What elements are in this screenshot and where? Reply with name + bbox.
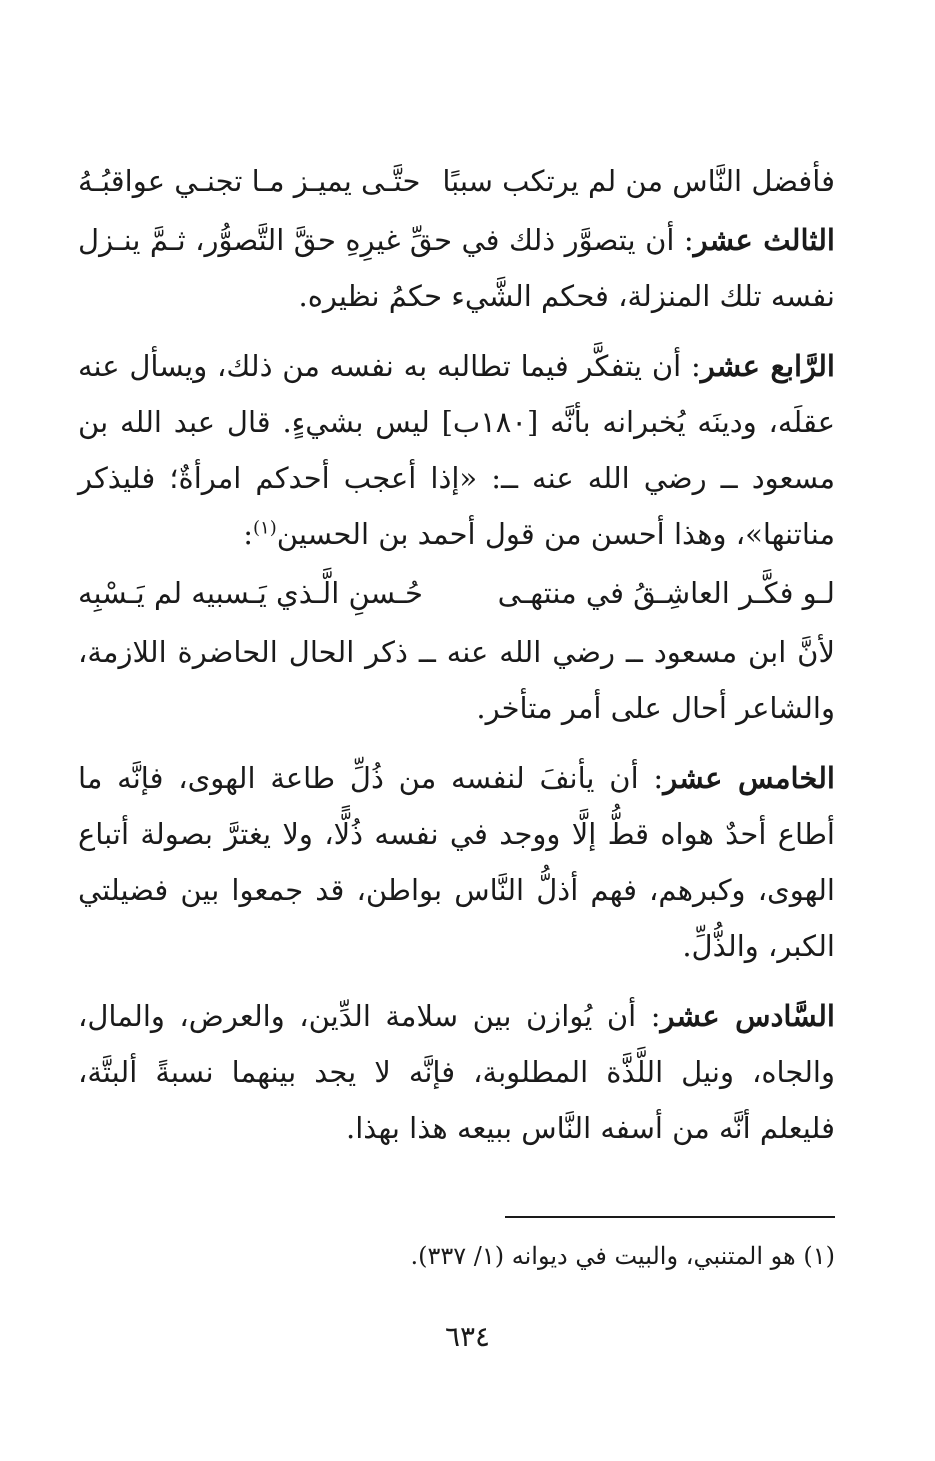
paragraph-thirteenth-text: : أن يتصوَّر ذلك في حقِّ غيرِهِ حقَّ التَّصوُّر، ثـمَّ ينـزل نفسه تلك المنزلة، فحكم الشَّيء حكمُ نظيره.	[78, 223, 835, 313]
verse-2-second-hemistich: حُـسنِ الَّـذي يَـسبيه لم يَـسْبِه	[78, 576, 423, 610]
paragraph-fourteenth-term: الرَّابع عشر	[700, 349, 835, 383]
paragraph-fourteenth-commentary: لأنَّ ابن مسعود ــ رضي الله عنه ــ ذكر الحال الحاضرة اللازمة، والشاعر أحال على أمر متأخر.	[78, 635, 835, 725]
paragraph-sixteenth-term: السَّادس عشر	[660, 999, 835, 1033]
footnote	[78, 1238, 835, 1274]
paragraph-fifteenth-text: : أن يأنفَ لنفسه من ذُلِّ طاعة الهوى، فإنَّه ما أطاع أحدٌ هواه قطُّ إلَّا ووجد في نفسه ذُلًّا، ولا يغترَّ بصولة أتباع الهوى، وكبرهم، فهم أذلُّ النَّاس بواطن، قد جمعوا بين فضيلتي الكبر، والذُّلِّ.	[78, 761, 835, 963]
paragraph-fourteenth-colon: :	[243, 517, 254, 551]
paragraph-fifteenth	[78, 750, 835, 974]
page-body	[78, 150, 835, 1170]
paragraph-thirteenth-term: الثالث عشر	[693, 223, 835, 257]
paragraph-fifteenth-term: الخامس عشر	[663, 761, 835, 795]
footnote-text: هو المتنبي، والبيت في ديوانه (١/ ٣٣٧).	[410, 1242, 796, 1270]
footnote-divider	[505, 1216, 835, 1218]
paragraph-sixteenth-text: : أن يُوازن بين سلامة الدِّين، والعرض، والمال، والجاه، ونيل اللَّذَّة المطلوبة، فإنَّه لا يجد بينهما نسبةً ألبتَّة، فليعلم أنَّه من أسفه النَّاس ببيعه هذا بهذا.	[78, 999, 835, 1145]
poem-verse-2	[78, 562, 835, 624]
page-number: ٦٣٤	[444, 1320, 491, 1353]
paragraph-sixteenth	[78, 988, 835, 1156]
paragraph-thirteenth	[78, 212, 835, 324]
paragraph-fourteenth	[78, 338, 835, 562]
paragraph-fourteenth-text: : أن يتفكَّر فيما تطالبه به نفسه من ذلك، ويسأل عنه عقلَه، ودينَه يُخبرانه بأنَّه [١٨٠ب] ليس بشيءٍ. قال عبد الله بن مسعود ــ رضي الله عنه ــ: «إذا أعجب أحدكم امرأةٌ؛ فليذكر مناتنها»، وهذا أحسن من قول أحمد بن الحسين	[78, 349, 836, 551]
verse-1-second-hemistich: حتَّـى يميـز مـا تجنـي عواقبُـهُ	[78, 164, 421, 198]
footnote-marker: (١)	[803, 1242, 835, 1270]
verse-2-first-hemistich: لـو فكَّـر العاشِـقُ في منتهـى	[497, 576, 835, 610]
verse-1-first-hemistich: فأفضل النَّاس من لم يرتكب سببًا	[442, 164, 835, 198]
footnote-reference[interactable]: (١)	[253, 517, 277, 539]
poem-verse-1	[78, 150, 835, 212]
